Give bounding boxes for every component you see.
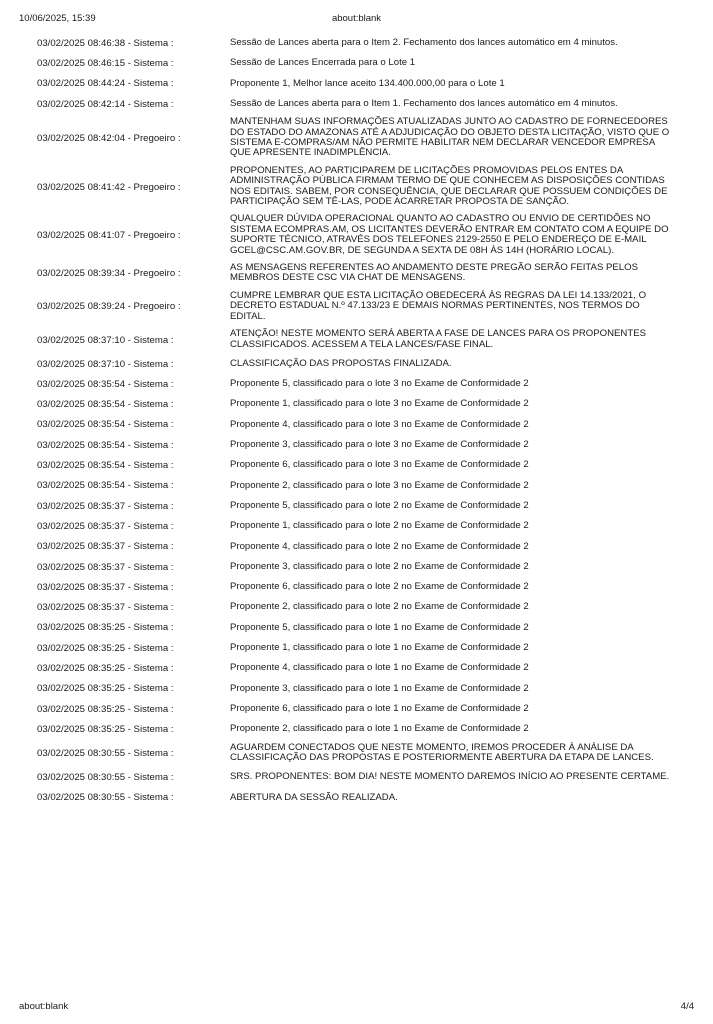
log-entry-meta: 03/02/2025 08:37:10 - Sistema : xyxy=(37,334,174,346)
log-entry-message: Proponente 1, classificado para o lote 1 no Exame de Conformidade 2 xyxy=(230,642,529,653)
log-entry-message: Proponente 4, classificado para o lote 3 no Exame de Conformidade 2 xyxy=(230,418,529,430)
log-entry xyxy=(37,719,677,739)
print-datetime: 10/06/2025, 15:39 xyxy=(19,13,96,24)
log-entry-meta: 03/02/2025 08:35:54 - Sistema : xyxy=(37,419,174,431)
log-entry-message: ABERTURA DA SESSÃO REALIZADA. xyxy=(230,791,398,803)
log-entry xyxy=(37,618,677,638)
log-entry-message: MANTENHAM SUAS INFORMAÇÕES ATUALIZADAS JUNTO AO CADASTRO DE FORNECEDORES DO ESTADO DO AMAZONAS ATÉ A ADJUDICAÇÃO DO OBJETO DESTA LICITAÇÃO, VISTO QUE O SISTEMA E-COMPRAS/AM NÃO PERMITE HABILITAR NEM DECLARAR VENCEDOR EMPRESA QUE APRESENTE INADIMPLÊNCIA. xyxy=(230,116,670,159)
log-entry-message: Proponente 2, classificado para o lote 1 no Exame de Conformidade 2 xyxy=(230,723,529,735)
log-entry-meta: 03/02/2025 08:41:42 - Pregoeiro : xyxy=(37,181,181,193)
log-entry xyxy=(37,211,677,260)
log-entry-meta: 03/02/2025 08:46:15 - Sistema : xyxy=(37,57,174,69)
log-entry-message: AGUARDEM CONECTADOS QUE NESTE MOMENTO, IREMOS PROCEDER À ANÁLISE DA CLASSIFICAÇÃO DAS PROPOSTAS E POSTERIORMENTE ABERTURA DA ETAPA DE LANCES. xyxy=(230,741,654,763)
log-entry xyxy=(37,435,677,455)
log-entry xyxy=(37,288,677,326)
log-entry-message: Proponente 5, classificado para o lote 3 no Exame de Conformidade 2 xyxy=(230,378,529,390)
log-entry xyxy=(37,788,677,808)
log-entry-meta: 03/02/2025 08:41:07 - Pregoeiro : xyxy=(37,230,181,242)
log-entry xyxy=(37,94,677,114)
log-entry-meta: 03/02/2025 08:35:54 - Sistema : xyxy=(37,439,174,451)
log-entry-message: Proponente 5, classificado para o lote 1 no Exame de Conformidade 2 xyxy=(230,621,529,633)
log-entry-meta: 03/02/2025 08:35:37 - Sistema : xyxy=(37,541,174,553)
log-entry-meta: 03/02/2025 08:35:25 - Sistema : xyxy=(37,723,174,735)
log-entry-meta: 03/02/2025 08:30:55 - Sistema : xyxy=(37,792,174,804)
log-entry xyxy=(37,415,677,435)
log-entry-meta: 03/02/2025 08:30:55 - Sistema : xyxy=(37,772,174,783)
log-entry-message: Proponente 4, classificado para o lote 2 no Exame de Conformidade 2 xyxy=(230,540,529,552)
log-entry xyxy=(37,516,677,536)
log-entry-message: Proponente 1, Melhor lance aceito 134.400.000,00 para o Lote 1 xyxy=(230,77,505,89)
log-entry-meta: 03/02/2025 08:35:54 - Sistema : xyxy=(37,378,174,390)
log-entry-message: ATENÇÃO! NESTE MOMENTO SERÁ ABERTA A FASE DE LANCES PARA OS PROPONENTES CLASSIFICADOS. ACESSEM A TELA LANCES/FASE FINAL. xyxy=(230,328,647,350)
log-entry-message: AS MENSAGENS REFERENTES AO ANDAMENTO DESTE PREGÃO SERÃO FEITAS PELOS MEMBROS DESTE CSC VIA CHAT DE MENSAGENS. xyxy=(230,262,639,284)
log-entry-message: Proponente 5, classificado para o lote 2 no Exame de Conformidade 2 xyxy=(230,499,529,511)
log-entry xyxy=(37,260,677,288)
log-entry-meta: 03/02/2025 08:39:34 - Pregoeiro : xyxy=(37,268,181,280)
log-entry-meta: 03/02/2025 08:35:37 - Sistema : xyxy=(37,581,174,593)
log-entry-meta: 03/02/2025 08:35:37 - Sistema : xyxy=(37,520,174,532)
log-entry-message: Proponente 1, classificado para o lote 2 no Exame de Conformidade 2 xyxy=(230,520,529,532)
log-entry-message: SRS. PROPONENTES: BOM DIA! NESTE MOMENTO DAREMOS INÍCIO AO PRESENTE CERTAME. xyxy=(230,771,670,783)
log-entry xyxy=(37,699,677,719)
log-entry xyxy=(37,679,677,699)
log-entry xyxy=(37,163,677,212)
log-entry-meta: 03/02/2025 08:35:25 - Sistema : xyxy=(37,683,174,695)
log-entry-meta: 03/02/2025 08:35:54 - Sistema : xyxy=(37,480,174,492)
message-log xyxy=(37,33,677,808)
print-header xyxy=(0,13,713,27)
log-entry-message: Proponente 2, classificado para o lote 3 no Exame de Conformidade 2 xyxy=(230,479,529,491)
log-entry xyxy=(37,354,677,374)
print-url: about:blank xyxy=(19,1001,69,1012)
log-entry-message: CUMPRE LEMBRAR QUE ESTA LICITAÇÃO OBEDECERÁ ÀS REGRAS DA LEI 14.133/2021, O DECRETO ESTADUAL N.º 47.133/23 E DEMAIS NORMAS PERTINENTES, NOS TERMOS DO EDITAL. xyxy=(230,289,647,322)
log-entry xyxy=(37,114,677,163)
log-entry-meta: 03/02/2025 08:35:37 - Sistema : xyxy=(37,602,174,614)
page-number: 4/4 xyxy=(680,1001,694,1012)
log-entry xyxy=(37,374,677,394)
log-entry xyxy=(37,53,677,73)
log-entry-meta: 03/02/2025 08:35:37 - Sistema : xyxy=(37,500,174,512)
log-entry-message: QUALQUER DÚVIDA OPERACIONAL QUANTO AO CADASTRO OU ENVIO DE CERTIDÕES NO SISTEMA ECOMPRAS.AM, OS LICITANTES DEVERÃO ENTRAR EM CONTATO COM A EQUIPE DO SUPORTE TÉCNICO, ATRAVÉS DOS TELEFONES 2129-2550 E PELO ENDEREÇO DE E-MAIL GCEL@CSC.AM.GOV.BR, DE SEGUNDA A SEXTA DE 08H ÀS 14H (HORÁRIO LOCAL). xyxy=(230,213,669,256)
log-entry-message: Proponente 3, classificado para o lote 1 no Exame de Conformidade 2 xyxy=(230,682,529,694)
log-entry-message: Proponente 2, classificado para o lote 2 no Exame de Conformidade 2 xyxy=(230,601,529,613)
log-entry-meta: 03/02/2025 08:37:10 - Sistema : xyxy=(37,358,174,370)
log-entry-message: Proponente 1, classificado para o lote 3 no Exame de Conformidade 2 xyxy=(230,398,529,410)
log-entry xyxy=(37,638,677,658)
log-entry xyxy=(37,597,677,617)
print-title: about:blank xyxy=(331,13,382,24)
log-entry-meta: 03/02/2025 08:44:24 - Sistema : xyxy=(37,78,174,90)
log-entry-message: Sessão de Lances aberta para o Item 1. Fechamento dos lances automático em 4 minutos. xyxy=(230,97,618,109)
log-entry-message: CLASSIFICAÇÃO DAS PROPOSTAS FINALIZADA. xyxy=(230,357,452,369)
log-entry-message: Proponente 4, classificado para o lote 1 no Exame de Conformidade 2 xyxy=(230,662,529,674)
log-entry-meta: 03/02/2025 08:35:25 - Sistema : xyxy=(37,622,174,634)
log-entry xyxy=(37,496,677,516)
log-entry-meta: 03/02/2025 08:46:38 - Sistema : xyxy=(37,37,174,49)
log-entry xyxy=(37,33,677,53)
log-entry-message: Sessão de Lances aberta para o Item 2. Fechamento dos lances automático em 4 minutos. xyxy=(230,36,618,48)
log-entry-meta: 03/02/2025 08:30:55 - Sistema : xyxy=(37,747,174,759)
log-entry-message: Sessão de Lances Encerrada para o Lote 1 xyxy=(230,57,416,69)
log-entry-meta: 03/02/2025 08:35:54 - Sistema : xyxy=(37,399,174,411)
log-entry-message: Proponente 3, classificado para o lote 2 no Exame de Conformidade 2 xyxy=(230,560,529,572)
log-entry-message: Proponente 6, classificado para o lote 2 no Exame de Conformidade 2 xyxy=(230,581,529,593)
log-entry xyxy=(37,74,677,94)
log-entry-meta: 03/02/2025 08:42:14 - Sistema : xyxy=(37,98,174,110)
log-entry xyxy=(37,557,677,577)
log-entry xyxy=(37,767,677,787)
log-entry xyxy=(37,326,677,354)
log-entry xyxy=(37,537,677,557)
log-entry-message: Proponente 6, classificado para o lote 1 no Exame de Conformidade 2 xyxy=(230,702,529,714)
log-entry-meta: 03/02/2025 08:35:37 - Sistema : xyxy=(37,561,174,573)
log-entry xyxy=(37,740,677,768)
log-entry-message: Proponente 6, classificado para o lote 3 no Exame de Conformidade 2 xyxy=(230,459,529,471)
log-entry xyxy=(37,577,677,597)
log-entry-meta: 03/02/2025 08:35:25 - Sistema : xyxy=(37,642,174,654)
log-entry-meta: 03/02/2025 08:35:25 - Sistema : xyxy=(37,703,174,715)
print-footer xyxy=(0,1001,713,1015)
log-entry-message: PROPONENTES, AO PARTICIPAREM DE LICITAÇÕES PROMOVIDAS PELOS ENTES DA ADMINISTRAÇÃO PÚBLICA FIRMAM TERMO DE QUE CONHECEM AS DISPOSIÇÕES CONTIDAS NOS EDITAIS. SABEM, POR CONSEQUÊNCIA, QUE DECLARAR QUE POSSUEM CONDIÇÕES DE PARTICIPAÇÃO SEM TÊ-LAS, PODE ACARRETAR PROPOSTA DE SANÇÃO. xyxy=(230,164,668,208)
log-entry-message: Proponente 3, classificado para o lote 3 no Exame de Conformidade 2 xyxy=(230,439,529,451)
log-entry xyxy=(37,658,677,678)
log-entry xyxy=(37,455,677,475)
log-entry-meta: 03/02/2025 08:35:54 - Sistema : xyxy=(37,460,174,472)
log-entry xyxy=(37,476,677,496)
log-entry xyxy=(37,395,677,415)
log-entry-meta: 03/02/2025 08:42:04 - Pregoeiro : xyxy=(37,133,181,144)
log-entry-meta: 03/02/2025 08:39:24 - Pregoeiro : xyxy=(37,301,181,313)
log-entry-meta: 03/02/2025 08:35:25 - Sistema : xyxy=(37,663,174,674)
